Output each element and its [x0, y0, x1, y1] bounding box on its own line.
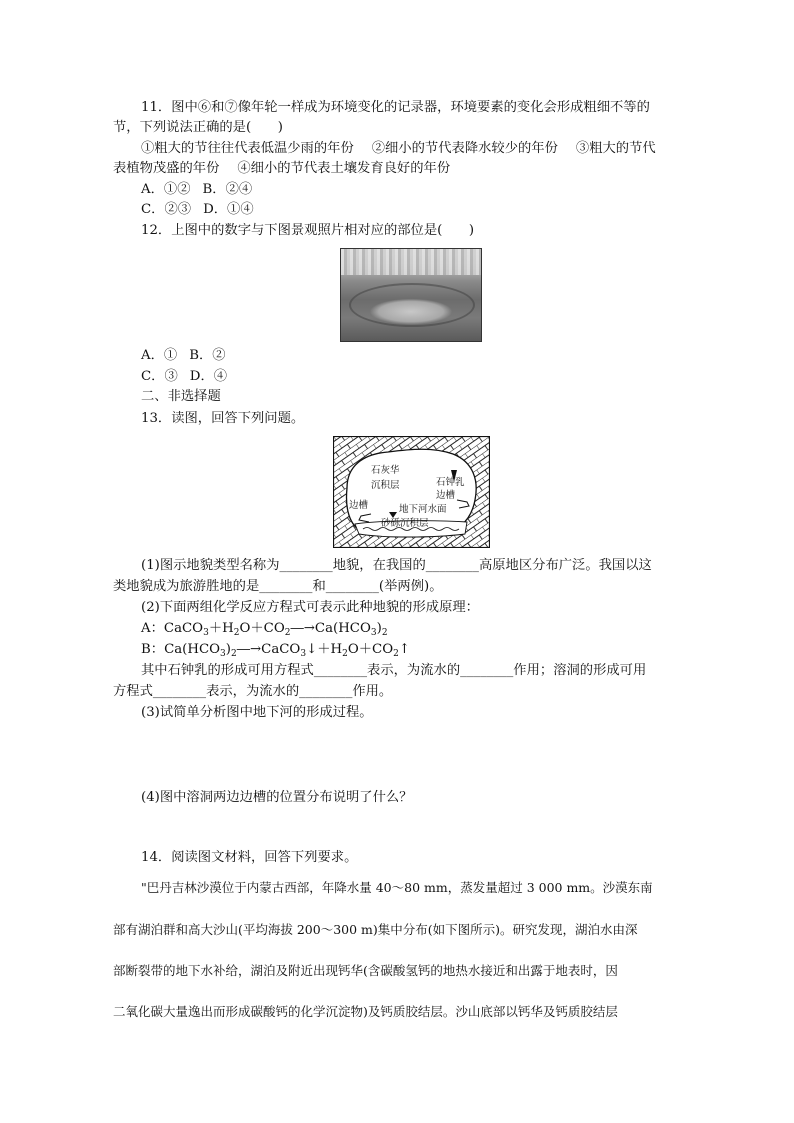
q12-option-c: C．③	[141, 369, 178, 384]
q13-part1-line-2: 类地貌成为旅游胜地的是________和________(举两例)。	[113, 579, 443, 594]
q14-paragraph-line-1: "巴丹吉林沙漠位于内蒙古西部，年降水量 40～80 mm，蒸发量超过 3 000 mm。沙漠东南	[141, 880, 653, 895]
section-heading: 二、非选择题	[141, 389, 221, 404]
eq-a-sub: 3	[370, 628, 377, 638]
eq-b-sub: 2	[342, 649, 348, 659]
eq-b-part: B：Ca(HCO	[141, 642, 221, 657]
q11-option-a: A．①②	[141, 182, 191, 197]
eq-b-sub: 2	[230, 649, 237, 659]
eq-a-part: )	[376, 621, 382, 636]
q11-statement-3-end: 表植物茂盛的年份	[113, 161, 220, 176]
q12-option-a: A．①	[141, 348, 178, 363]
label-gravel-layer: 砂砾沉积层	[381, 518, 429, 529]
q13-part2-line-2: 方程式________表示，为流水的________作用。	[113, 684, 393, 699]
q13-part2-line-1: 其中石钟乳的形成可用方程式________表示，为流水的________作用；溶洞的形成可用	[141, 663, 647, 678]
karst-cave-diagram	[333, 436, 490, 548]
q11-option-c: C．②③	[141, 202, 192, 217]
photo-cliffs	[341, 249, 481, 275]
q11-statement-3-start: ③粗大的节代	[575, 141, 656, 156]
label-water-surface: 地下河水面	[399, 504, 447, 515]
q11-stem-line-1: 11．图中⑥和⑦像年轮一样成为环境变化的记录器，环境要素的变化会形成粗细不等的	[141, 100, 650, 115]
landscape-photo	[340, 248, 482, 342]
eq-b-part: )	[225, 642, 231, 657]
q12-option-b: B．②	[189, 348, 226, 363]
q11-option-b: B．②④	[202, 182, 253, 197]
q11-option-d: D．①④	[203, 202, 254, 217]
q13-part3: (3)试简单分析图中地下河的形成过程。	[141, 705, 373, 720]
q12-options-row-1	[141, 346, 226, 366]
label-stalactite: 石钟乳	[436, 477, 465, 488]
equation-a	[141, 619, 388, 639]
eq-a-sub: 2	[381, 628, 388, 638]
label-limestone-layer-1: 石灰华	[371, 465, 400, 476]
q13-stem: 13．读图，回答下列问题。	[141, 411, 305, 426]
eq-b-part: ↓＋H	[306, 642, 343, 657]
equation-b	[141, 640, 410, 660]
q14-paragraph-line-3: 部断裂带的地下水补给，湖泊及附近出现钙华(含碳酸氢钙的地热水接近和出露于地表时，因	[113, 963, 618, 978]
eq-a-sub: 2	[233, 628, 240, 638]
q11-statement-1: ①粗大的节往往代表低温少雨的年份	[141, 141, 354, 156]
q13-part2-intro: (2)下面两组化学反应方程式可表示此种地貌的形成原理：	[141, 600, 479, 615]
q12-stem: 12．上图中的数字与下图景观照片相对应的部位是( )	[141, 223, 475, 238]
q11-statements-line-1	[141, 139, 656, 159]
eq-a-sub: 2	[284, 628, 291, 638]
q13-part4: (4)图中溶洞两边边槽的位置分布说明了什么？	[141, 790, 413, 805]
q11-options-row-1	[141, 180, 252, 200]
label-side-groove-right: 边槽	[436, 490, 456, 501]
eq-b-part: ―→CaCO	[236, 642, 301, 657]
eq-b-sub: 3	[300, 649, 307, 659]
q14-paragraph-line-2: 部有湖泊群和高大沙山(平均海拔 200～300 m)集中分布(如下图所示)。研究发现，湖泊水由深	[113, 922, 638, 937]
eq-b-part: ↑	[398, 642, 411, 657]
eq-a-sub: 3	[203, 628, 209, 638]
q11-stem-line-2: 节，下列说法正确的是( )	[113, 120, 283, 135]
q14-paragraph-line-4: 二氧化碳大量逸出而形成碳酸钙的化学沉淀物)及钙质胶结层。沙山底部以钙华及钙质胶结层	[113, 1004, 618, 1019]
q11-statements-line-2	[113, 159, 450, 179]
q13-part1-line-1: (1)图示地貌类型名称为________地貌，在我国的________高原地区分布广泛。我国以这	[141, 558, 652, 573]
q11-options-row-2	[141, 200, 254, 220]
q14-stem: 14．阅读图文材料，回答下列要求。	[141, 850, 358, 865]
eq-a-part: ―→Ca(HCO	[290, 621, 371, 636]
eq-b-sub: 3	[220, 649, 226, 659]
q12-option-d: D．④	[189, 369, 228, 384]
eq-b-sub: 2	[393, 649, 399, 659]
eq-a-part: O＋CO	[239, 621, 285, 636]
eq-a-part: ＋H	[208, 621, 234, 636]
label-limestone-layer-2: 沉积层	[371, 480, 400, 491]
q12-options-row-2	[141, 367, 227, 387]
eq-a-part: A：CaCO	[141, 621, 204, 636]
label-side-groove-left: 边槽	[349, 500, 369, 511]
eq-b-part: O＋CO	[347, 642, 394, 657]
q11-statement-2: ②细小的节代表降水较少的年份	[371, 141, 558, 156]
q11-statement-4: ④细小的节代表土壤发育良好的年份	[237, 161, 451, 176]
photo-sinkhole-rim	[349, 283, 475, 327]
